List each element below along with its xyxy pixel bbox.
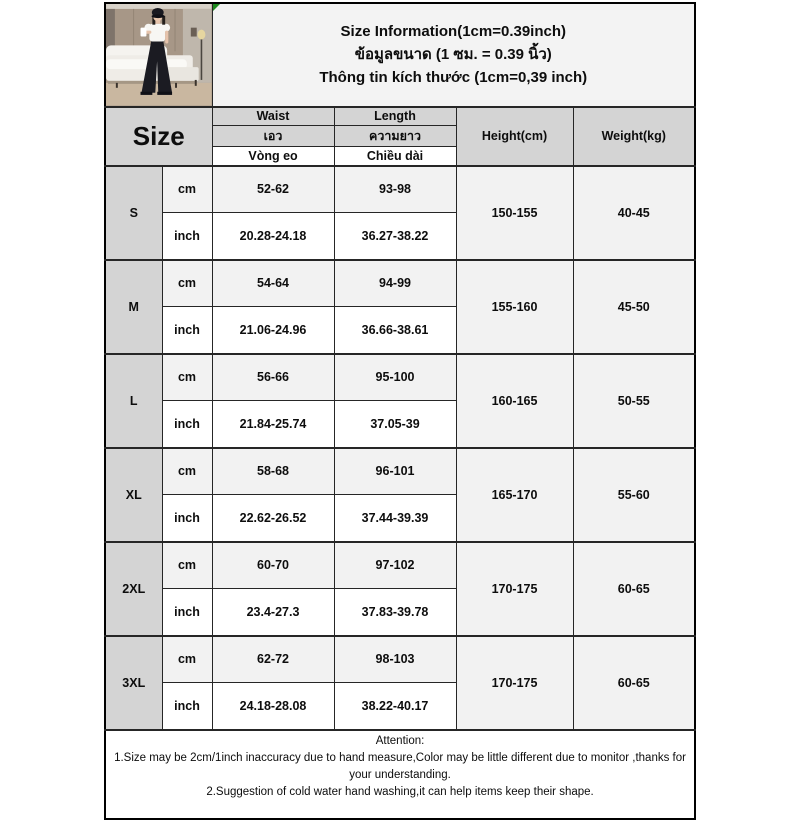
unit-inch-label: inch xyxy=(162,401,212,448)
weight-value: 55-60 xyxy=(573,448,695,542)
length-inch-value: 37.83-39.78 xyxy=(334,589,456,636)
unit-inch-label: inch xyxy=(162,307,212,354)
length-cm-value: 97-102 xyxy=(334,542,456,589)
length-inch-value: 37.05-39 xyxy=(334,401,456,448)
waist-inch-value: 21.84-25.74 xyxy=(212,401,334,448)
title-line-th: ข้อมูลขนาด (1 ซม. = 0.39 นิ้ว) xyxy=(354,46,552,64)
waist-inch-value: 22.62-26.52 xyxy=(212,495,334,542)
unit-inch-label: inch xyxy=(162,589,212,636)
length-cm-value: 93-98 xyxy=(334,166,456,213)
unit-cm-label: cm xyxy=(162,636,212,683)
unit-cm-label: cm xyxy=(162,354,212,401)
unit-inch-label: inch xyxy=(162,213,212,260)
length-inch-value: 36.66-38.61 xyxy=(334,307,456,354)
unit-cm-label: cm xyxy=(162,542,212,589)
length-inch-value: 37.44-39.39 xyxy=(334,495,456,542)
unit-cm-label: cm xyxy=(162,448,212,495)
waist-header-th: เอว xyxy=(212,126,334,147)
length-inch-value: 38.22-40.17 xyxy=(334,683,456,730)
unit-inch-label: inch xyxy=(162,683,212,730)
unit-cm-label: cm xyxy=(162,166,212,213)
unit-cm-label: cm xyxy=(162,260,212,307)
length-header-vi: Chiều dài xyxy=(334,147,456,166)
size-table xyxy=(104,2,696,820)
height-value: 170-175 xyxy=(456,636,573,730)
size-label-l: L xyxy=(105,354,162,448)
length-cm-value: 98-103 xyxy=(334,636,456,683)
waist-cm-value: 56-66 xyxy=(212,354,334,401)
length-cm-value: 96-101 xyxy=(334,448,456,495)
comment-corner-marker-icon xyxy=(213,4,220,11)
weight-header: Weight(kg) xyxy=(573,107,695,166)
waist-inch-value: 21.06-24.96 xyxy=(212,307,334,354)
waist-inch-value: 20.28-24.18 xyxy=(212,213,334,260)
weight-value: 45-50 xyxy=(573,260,695,354)
height-value: 155-160 xyxy=(456,260,573,354)
weight-value: 60-65 xyxy=(573,542,695,636)
weight-value: 50-55 xyxy=(573,354,695,448)
attention-note-1: 1.Size may be 2cm/1inch inaccuracy due to hand measure,Color may be little different due to monitor ,thanks for your understanding. xyxy=(114,751,686,782)
waist-cm-value: 54-64 xyxy=(212,260,334,307)
attention-note xyxy=(105,730,695,819)
length-cm-value: 94-99 xyxy=(334,260,456,307)
length-header-en: Length xyxy=(334,107,456,126)
size-column-header: Size xyxy=(105,107,212,166)
title-line-vi: Thông tin kích thước (1cm=0,39 inch) xyxy=(319,69,588,87)
length-cm-value: 95-100 xyxy=(334,354,456,401)
weight-value: 40-45 xyxy=(573,166,695,260)
size-label-3xl: 3XL xyxy=(105,636,162,730)
waist-cm-value: 58-68 xyxy=(212,448,334,495)
height-value: 165-170 xyxy=(456,448,573,542)
waist-cm-value: 60-70 xyxy=(212,542,334,589)
waist-inch-value: 24.18-28.08 xyxy=(212,683,334,730)
weight-value: 60-65 xyxy=(573,636,695,730)
height-header: Height(cm) xyxy=(456,107,573,166)
unit-inch-label: inch xyxy=(162,495,212,542)
waist-header-vi: Vòng eo xyxy=(212,147,334,166)
height-value: 160-165 xyxy=(456,354,573,448)
size-label-m: M xyxy=(105,260,162,354)
size-label-2xl: 2XL xyxy=(105,542,162,636)
size-label-xl: XL xyxy=(105,448,162,542)
size-information-title xyxy=(212,3,695,107)
size-label-s: S xyxy=(105,166,162,260)
length-inch-value: 36.27-38.22 xyxy=(334,213,456,260)
attention-note-2: 2.Suggestion of cold water hand washing,it can help items keep their shape. xyxy=(206,786,594,799)
waist-inch-value: 23.4-27.3 xyxy=(212,589,334,636)
length-header-th: ความยาว xyxy=(334,126,456,147)
waist-cm-value: 52-62 xyxy=(212,166,334,213)
product-photo xyxy=(105,3,212,107)
waist-header-en: Waist xyxy=(212,107,334,126)
height-value: 170-175 xyxy=(456,542,573,636)
model-photo-illustration xyxy=(106,4,212,106)
waist-cm-value: 62-72 xyxy=(212,636,334,683)
title-line-en: Size Information(1cm=0.39inch) xyxy=(340,22,567,40)
height-value: 150-155 xyxy=(456,166,573,260)
attention-heading: Attention: xyxy=(375,734,425,747)
